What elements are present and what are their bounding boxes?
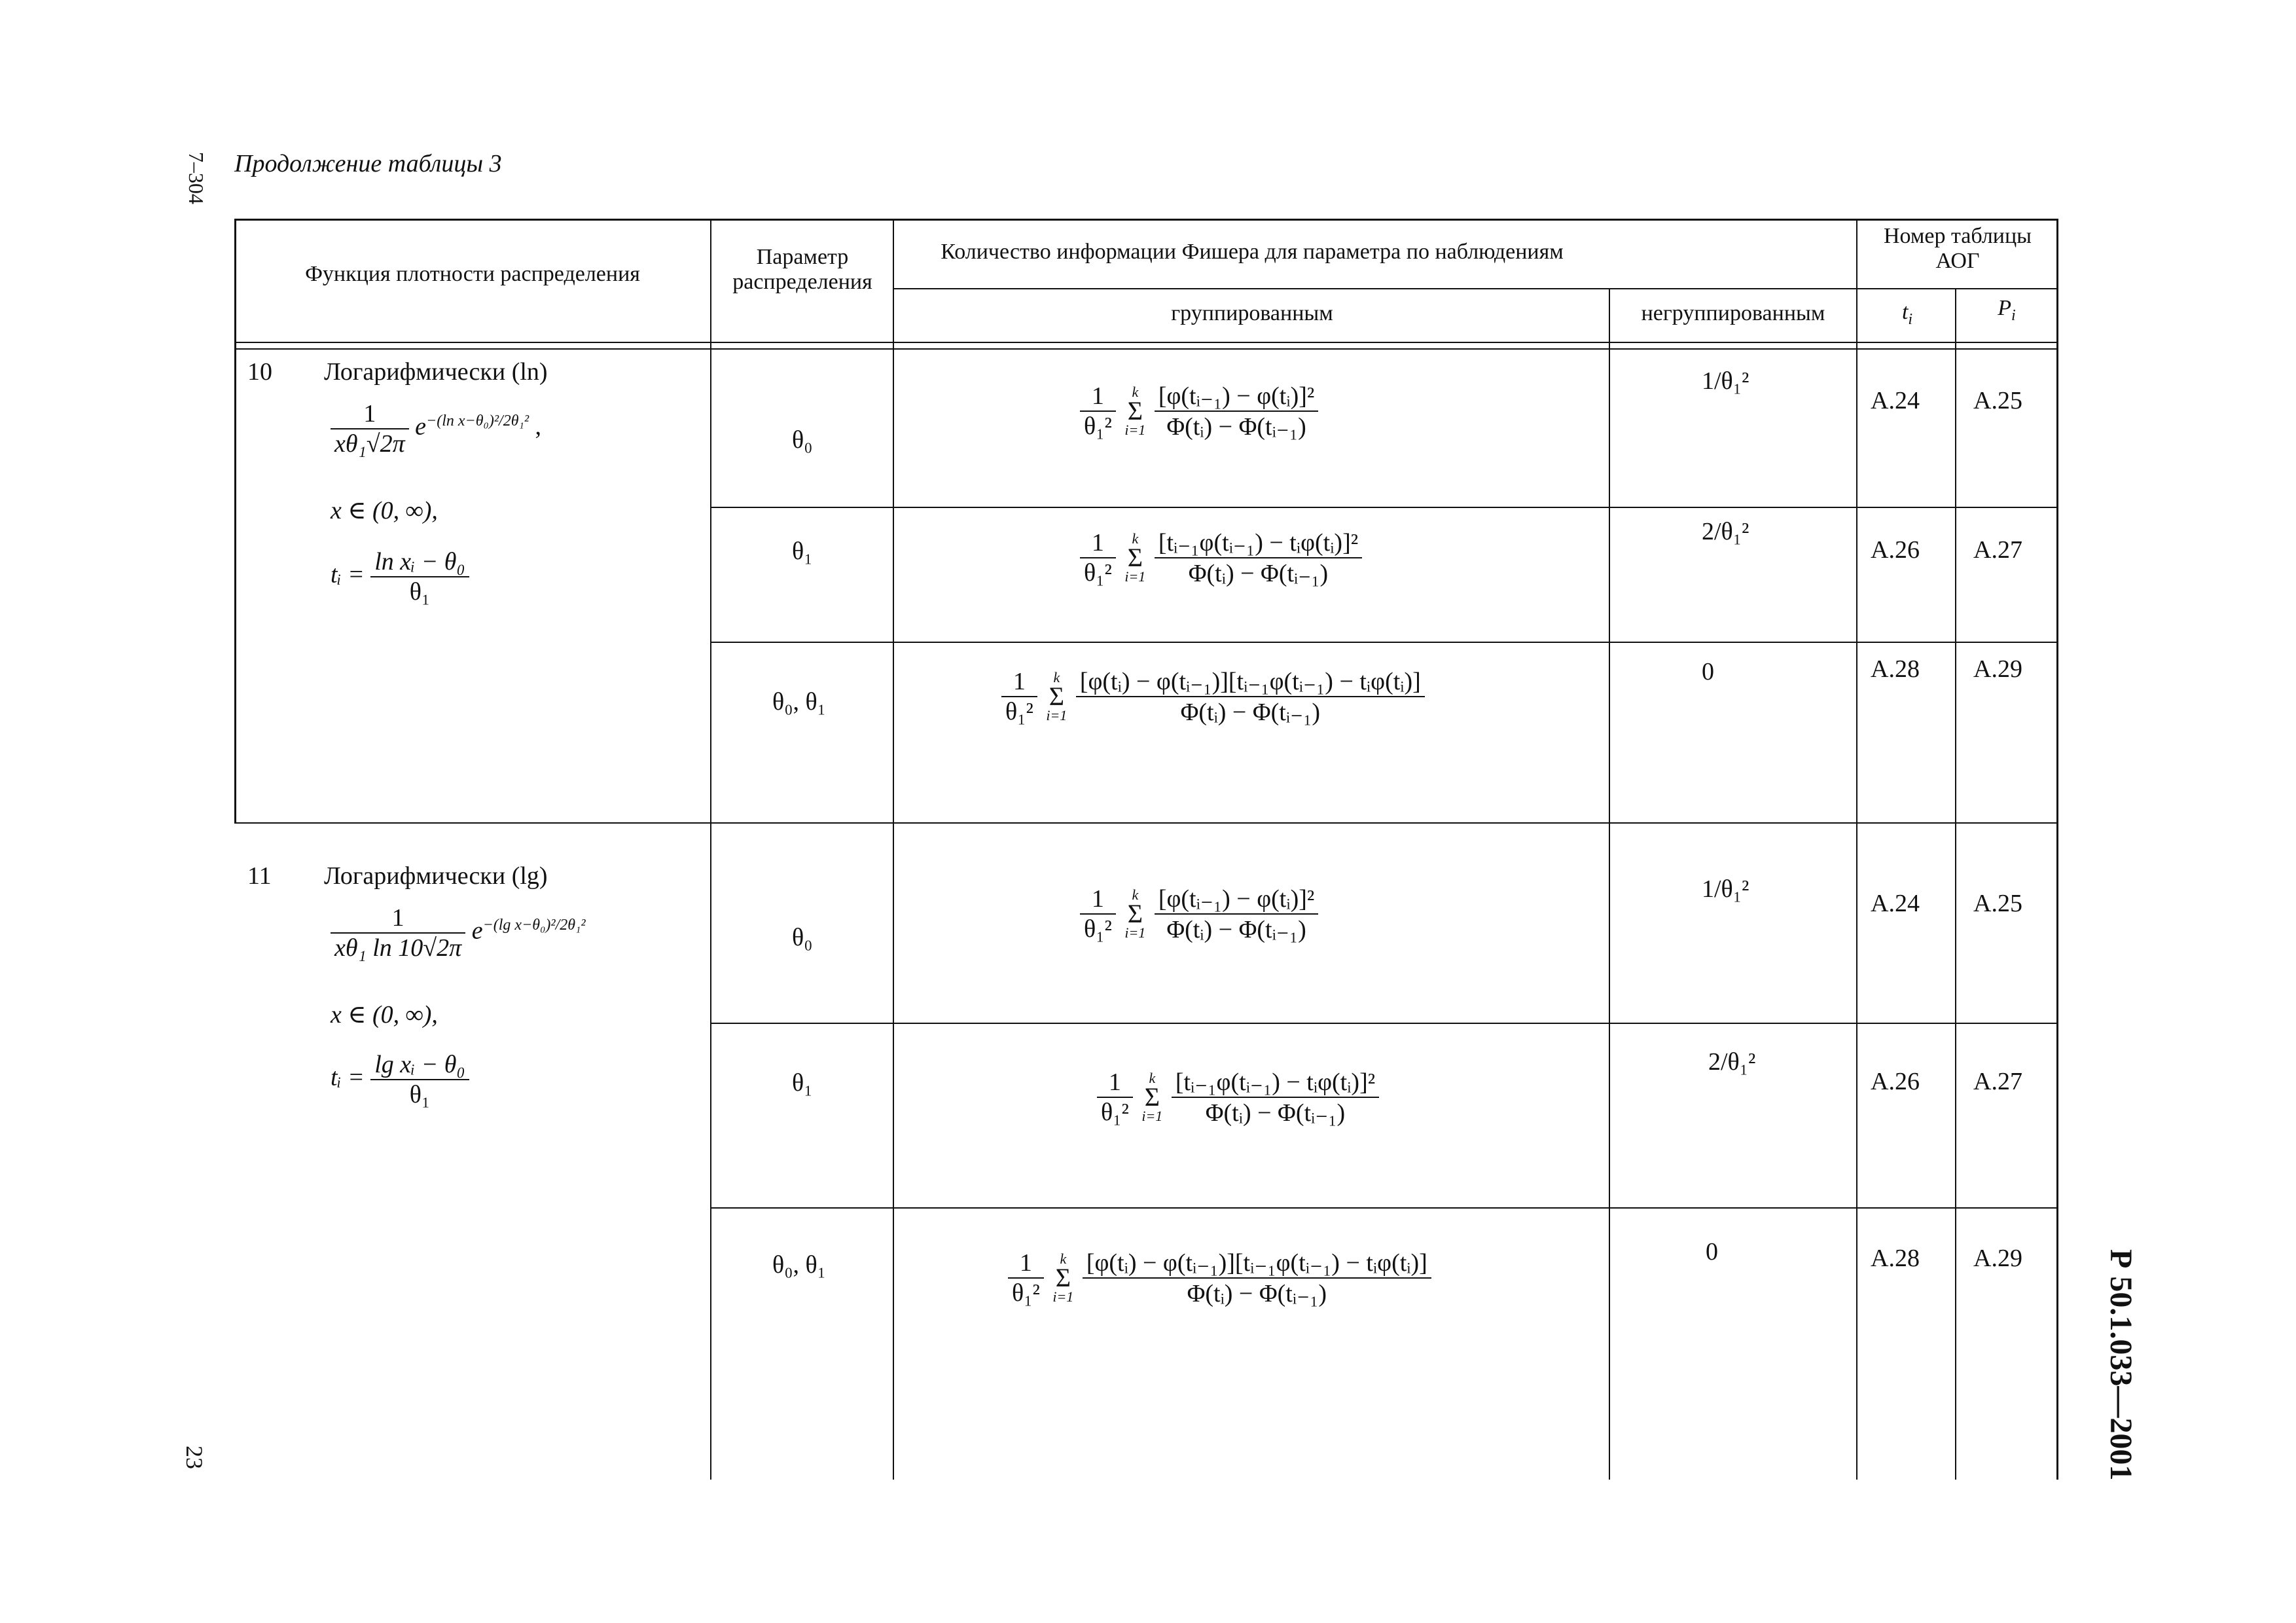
- ti-numerator: ln xᵢ − θ₀: [374, 548, 465, 575]
- ti-lhs: tᵢ =: [331, 560, 365, 589]
- aog-pi-cell: А.25: [1973, 890, 2022, 917]
- sum-sign: [1124, 385, 1145, 437]
- density-fraction: [331, 399, 409, 458]
- ungrouped-cell: 1/θ₁²: [1702, 367, 1749, 395]
- ungrouped-cell: 2/θ₁²: [1702, 518, 1749, 545]
- grouped-denominator: Φ(tᵢ) − Φ(tᵢ₋₁): [1172, 1097, 1379, 1127]
- ungrouped-cell: 1/θ₁²: [1702, 875, 1749, 903]
- exp-base: e: [415, 412, 427, 441]
- ungrouped-cell: 0: [1706, 1238, 1718, 1266]
- coef-num: 1: [1013, 668, 1026, 695]
- density-formula: [331, 903, 586, 962]
- domain: x ∈ (0, ∞),: [331, 497, 438, 524]
- coef-den: θ₁²: [1080, 557, 1116, 587]
- aog-ti-cell: А.24: [1871, 387, 1920, 414]
- page-number: 23: [181, 1446, 207, 1469]
- col-divider: [893, 219, 894, 1480]
- col-divider: [710, 219, 711, 1480]
- ti-numerator: lg xᵢ − θ₀: [374, 1051, 465, 1078]
- coef-num: 1: [1108, 1068, 1121, 1096]
- sum-lower: i=1: [1124, 924, 1146, 941]
- param-cell: θ₀: [792, 924, 813, 951]
- sum-lower: i=1: [1046, 707, 1067, 723]
- sum-upper: k: [1060, 1250, 1067, 1267]
- sigma-symbol: Σ: [1127, 899, 1143, 928]
- header-grouped: группированным: [1171, 301, 1333, 325]
- sigma-symbol: Σ: [1144, 1082, 1160, 1112]
- aog-pi-cell: А.29: [1973, 655, 2022, 683]
- row-number: 11: [247, 862, 272, 890]
- grouped-numerator: [tᵢ₋₁φ(tᵢ₋₁) − tᵢφ(tᵢ)]²: [1175, 1068, 1376, 1096]
- grouped-denominator: Φ(tᵢ) − Φ(tᵢ₋₁): [1155, 913, 1318, 944]
- distribution-name: Логарифмически (lg): [324, 862, 548, 890]
- domain: x ∈ (0, ∞),: [331, 1001, 438, 1029]
- ti-lhs: tᵢ =: [331, 1063, 365, 1091]
- header-divider: [893, 288, 2058, 289]
- grouped-denominator: Φ(tᵢ) − Φ(tᵢ₋₁): [1155, 557, 1362, 588]
- aog-pi-cell: А.29: [1973, 1245, 2022, 1272]
- density-denominator: xθ₁ ln 10√2π: [331, 932, 465, 962]
- density-denominator: xθ₁√2π: [331, 428, 409, 458]
- coef-den: θ₁²: [1001, 696, 1037, 726]
- coef-num: 1: [1091, 382, 1104, 410]
- ti-denominator: θ₁: [370, 576, 469, 606]
- header-bottom-border: [234, 342, 2058, 343]
- header-ti-symbol: t: [1901, 300, 1909, 324]
- param-cell: θ₀, θ₁: [772, 688, 826, 716]
- table-left-border: [234, 219, 236, 824]
- header-pi: [1958, 296, 2055, 328]
- header-bottom-border-2: [234, 348, 2058, 350]
- coef-num: 1: [1019, 1249, 1032, 1277]
- header-ungrouped: негруппированным: [1641, 301, 1825, 325]
- grouped-formula: [1008, 1248, 1431, 1308]
- coef-num: 1: [1091, 529, 1104, 556]
- sum-upper: k: [1053, 669, 1060, 685]
- density-fraction: [331, 903, 465, 962]
- coef-den: θ₁²: [1008, 1277, 1044, 1307]
- grouped-numerator: [φ(tᵢ) − φ(tᵢ₋₁)][tᵢ₋₁φ(tᵢ₋₁) − tᵢφ(tᵢ)]: [1079, 668, 1421, 695]
- ungrouped-cell: 0: [1702, 658, 1714, 685]
- document-code: Р 50.1.033—2001: [2104, 1249, 2138, 1481]
- row-number: 10: [247, 358, 272, 386]
- header-parameter: Параметр распределения: [732, 245, 872, 294]
- aog-ti-cell: А.28: [1871, 655, 1920, 683]
- grouped-formula: [1080, 381, 1318, 441]
- exponent: −(lg x−θ₀)²/2θ₁²: [482, 917, 586, 934]
- distribution-name: Логарифмически (ln): [324, 358, 548, 386]
- sigma-symbol: Σ: [1127, 543, 1143, 572]
- param-cell: θ₀: [792, 426, 813, 454]
- coef-num: 1: [1091, 885, 1104, 913]
- ti-denominator: θ₁: [370, 1079, 469, 1109]
- sum-lower: i=1: [1124, 422, 1146, 438]
- exponent: −(ln x−θ₀)²/2θ₁²: [426, 412, 529, 430]
- aog-ti-cell: А.26: [1871, 536, 1920, 564]
- sum-upper: k: [1132, 886, 1139, 903]
- grouped-formula: [1097, 1067, 1379, 1127]
- header-fisher: Количество информации Фишера для параметра по наблюдениям: [941, 240, 1564, 264]
- ti-fraction: [370, 1050, 469, 1109]
- sum-lower: i=1: [1124, 568, 1146, 585]
- header-function: Функция плотности распределения: [305, 262, 640, 286]
- sum-sign: [1124, 532, 1145, 584]
- coef-den: θ₁²: [1097, 1097, 1133, 1127]
- grouped-formula: [1080, 884, 1318, 944]
- density-formula: $\frac{1}{\text{xθ₁√2π}}$ $e^{-(ln x-\theta_0)^2/2\theta_1^2}$ ,: [331, 399, 541, 458]
- grouped-formula: [1001, 666, 1425, 727]
- grouped-numerator: [φ(tᵢ₋₁) − φ(tᵢ)]²: [1158, 382, 1315, 410]
- sum-sign: [1052, 1252, 1073, 1304]
- grouped-numerator: [φ(tᵢ) − φ(tᵢ₋₁)][tᵢ₋₁φ(tᵢ₋₁) − tᵢφ(tᵢ)]: [1086, 1249, 1427, 1277]
- coef-den: θ₁²: [1080, 913, 1116, 943]
- sum-sign: [1046, 670, 1067, 723]
- grouped-denominator: Φ(tᵢ) − Φ(tᵢ₋₁): [1155, 410, 1318, 441]
- page-mark-top: 7–304: [185, 152, 208, 204]
- ungrouped-cell: 2/θ₁²: [1708, 1048, 1756, 1076]
- sum-upper: k: [1132, 384, 1139, 400]
- col-divider: [1856, 219, 1857, 1480]
- sum-lower: i=1: [1141, 1108, 1163, 1124]
- density-numerator: 1: [363, 400, 376, 428]
- grouped-numerator: [tᵢ₋₁φ(tᵢ₋₁) − tᵢφ(tᵢ)]²: [1158, 529, 1359, 556]
- coef-den: θ₁²: [1080, 410, 1116, 441]
- sum-lower: i=1: [1052, 1288, 1074, 1305]
- aog-ti-cell: А.28: [1871, 1245, 1920, 1272]
- aog-pi-cell: А.25: [1973, 387, 2022, 414]
- sum-upper: k: [1132, 530, 1139, 547]
- sum-sign: [1141, 1071, 1162, 1123]
- param-cell: θ₀, θ₁: [772, 1251, 826, 1279]
- header-aog: Номер таблицы АОГ: [1883, 224, 2032, 273]
- sigma-symbol: Σ: [1049, 682, 1064, 711]
- col-divider: [1609, 288, 1610, 1480]
- block-divider: [234, 822, 2058, 824]
- header-pi-symbol: P: [1998, 296, 2012, 320]
- ti-formula: [331, 1050, 469, 1109]
- ti-fraction: [370, 547, 469, 606]
- sum-sign: [1124, 888, 1145, 940]
- density-numerator: 1: [391, 904, 404, 932]
- param-cell: θ₁: [792, 538, 813, 565]
- sigma-symbol: Σ: [1055, 1263, 1071, 1292]
- header-ti: [1860, 300, 1954, 332]
- grouped-numerator: [φ(tᵢ₋₁) − φ(tᵢ)]²: [1158, 885, 1315, 913]
- grouped-formula: [1080, 528, 1362, 588]
- grouped-denominator: Φ(tᵢ) − Φ(tᵢ₋₁): [1076, 696, 1425, 727]
- header-pi-subscript: i: [2011, 306, 2016, 324]
- aog-pi-cell: А.27: [1973, 536, 2022, 564]
- aog-ti-cell: А.26: [1871, 1068, 1920, 1095]
- header-ti-subscript: i: [1908, 310, 1913, 328]
- table-right-border: [2056, 219, 2058, 1480]
- exp-base: e: [471, 917, 483, 945]
- sigma-symbol: Σ: [1127, 396, 1143, 426]
- grouped-denominator: Φ(tᵢ) − Φ(tᵢ₋₁): [1083, 1277, 1431, 1308]
- col-divider: [1955, 288, 1956, 1480]
- aog-pi-cell: А.27: [1973, 1068, 2022, 1095]
- sum-upper: k: [1149, 1070, 1156, 1086]
- param-cell: θ₁: [792, 1069, 813, 1097]
- aog-ti-cell: А.24: [1871, 890, 1920, 917]
- table-top-border: [234, 219, 2058, 221]
- table-caption: Продолжение таблицы 3: [234, 150, 502, 177]
- ti-formula: [331, 547, 469, 606]
